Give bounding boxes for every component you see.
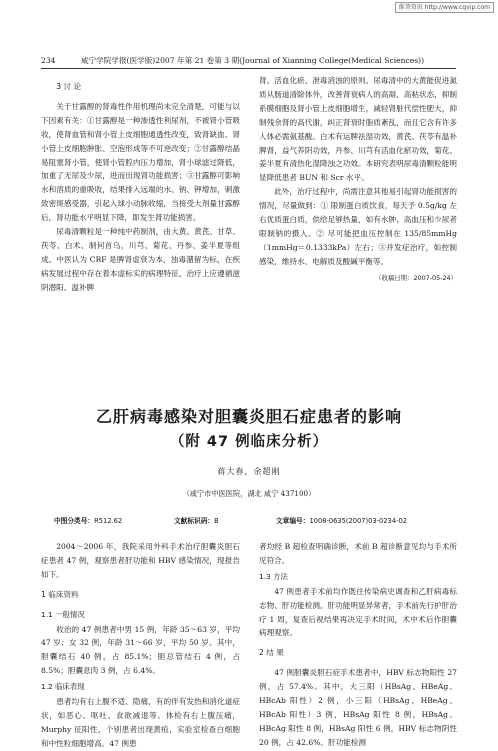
subsection-heading-general: 1.1 一般情况	[41, 609, 85, 619]
section-heading-results: 2 结 果	[259, 648, 284, 658]
discussion-paragraph-2: 尿毒清颗粒是一种纯中药制剂，由大黄、黄芪、甘草、茯苓、白术、制何首乌、川芎、菊花、丹参、姜半夏等组成。中医认为 CRF 是脾肾虚衰为本，浊毒潴留为标，在疾病发展过程中存在着本虚标实的病理特征，治疗上应遵循滋阴潜阳、温补脾	[41, 227, 240, 292]
top-right-column	[259, 74, 457, 286]
section-heading-discussion: 3 讨 论	[56, 82, 82, 91]
method-paragraph: 47 例患者手术前均作既往传染病史调查和乙肝病毒标志物、肝功能检测。肝功能明显异常者，手术前先行护肝治疗 1 周，复查后视结果再决定手术时间，术中术后作胆囊病理观察。	[259, 586, 457, 638]
general-paragraph: 收治的 47 例患者中男 15 例，年龄 35～63 岁，平均 47 岁；女 32 例，年龄 31～66 岁，平均 50 岁。其中，胆囊结石 40 例，占 85.1%；胆总管结石 4 例，占 8.5%；胆囊息肉 3 例，占 6.4%。	[41, 624, 240, 676]
discussion-paragraph-1: 关于甘露醇的肾毒性作用机理尚未完全清楚，可能与以下因素有关：①甘露醇是一种渗透性利尿剂，不被肾小管吸收，使肾血管和肾小管上皮细胞通透性改变，致肾缺血、肾小管上皮细胞肿胀、空泡形成等不可逆改变；②甘露醇结晶易阻塞肾小管，使肾小管腔内压力增加，肾小球滤过降低，加重了无尿及少尿，进而出现肾功能损害；③甘露醇可影响水和溶质的重吸收，结果排入远端的水、钠、钾增加，刺激致密斑感受器，引起入球小动脉收缩，当接受大剂量甘露醇后，肾功能水平明显下降，即发生肾功能损害。	[41, 101, 240, 223]
journal-header-text: 咸宁学院学报(医学版)2007 年第 21 卷第 3 期(Journal of Xianning College(Medical Sciences))	[81, 56, 425, 65]
article-title: 乙肝病毒感染对胆囊炎胆石症患者的影响	[95, 407, 402, 426]
bottom-left-column	[41, 540, 240, 751]
running-header	[41, 54, 456, 69]
watermark-stamp: 维普资讯 http://www.cqvip.com	[395, 2, 494, 13]
subsection-heading-clinical-manifestation: 1.2 临床表现	[41, 682, 85, 692]
document-code: 文献标识码：B	[174, 517, 219, 525]
article-subtitle: （附 47 例临床分析）	[169, 434, 329, 450]
page-number: 234	[41, 56, 56, 65]
clinical-paragraph: 患者均有右上腹不适、隐痛，有的伴有发热和消化道症状，如恶心、呕吐、食欲减退等。体检有右上腹压痛，Murphy 征阳性，个别患者出现黄疸，实验室检查白细胞和中性粒细胞增高。47 例患	[41, 697, 240, 748]
discussion-paragraph-3: 肾、活血化瘀、泄毒消浊的原则。尿毒清中的大黄能促进氮质从肠道清除体外，改善肾衰病人的高凝、高粘状态，抑制系膜细胞及肾小管上皮细胞增生，减轻肾脏代偿性肥大，抑制残余肾的高代谢，纠正肾衰时脂质紊乱，而且它含有许多人体必需氨基酸。白术有运脾祛湿功效，黄芪、茯苓有温补脾肾，益气养阴功效，丹参、川芎有活血化瘀功效，菊花、姜半夏有清热化湿降浊之功效。本研究表明尿毒清颗粒能明显降低患者 BUN 和 Scr 水平。	[259, 76, 457, 183]
article-id: 文章编号：1008-0635(2007)03-0234-02	[276, 517, 407, 525]
clc-number: 中图分类号：R512.62	[54, 517, 123, 525]
article-affiliation: （咸宁市中医医院，湖北 咸宁 437100）	[182, 489, 316, 498]
article-authors: 蒋大春，余超刚	[217, 467, 281, 476]
discussion-paragraph-4: 此外，治疗过程中，尚需注意其他易引起肾功能损害的情况，尽量做到：① 限制蛋白质饮食，每天予 0.5g/kg 左右优质蛋白质，供给足够热量，如有水肿、高血压和少尿者限制钠的摄入。② 尽可能把血压控制在 135/85mmHg（1mmHg＝0.1333kPa）左右；③并发症治疗，如控制感染，维持水、电解质及酸碱平衡等。	[259, 187, 457, 266]
section-heading-clinical-data: 1 临床资料	[41, 589, 79, 599]
top-left-column	[41, 74, 240, 295]
subsection-heading-method: 1.3 方法	[259, 571, 288, 581]
clinical-paragraph-cont: 者均经 B 超检查明确诊断，术前 B 超诊断意见均与手术所见符合。	[259, 542, 457, 565]
results-paragraph: 47 例胆囊炎胆石症手术患者中，HBV 标志物阳性 27 例，占 57.4%。其中，大三阳（HBsAg、HBeAg、HBcAb 阳性）2 例，小三阳（HBsAg、HBeAg、HBcAb 阳性）3 例，HBsAg 阳性 8 例，HBsAg、HBcAg 阳性 8 例，HBsAg 阳性 6 例，HBV 标志物阴性 20 例，占 42.6%。肝功能检测	[259, 668, 457, 747]
bottom-right-column	[259, 540, 457, 750]
intro-paragraph: 2004～2006 年，我院采用外科手术治疗胆囊炎胆石症患者 47 例，观察患者肝功能和 HBV 感染情况，现报告如下。	[41, 542, 240, 579]
received-date: （收稿日期：2007-05-24）	[375, 273, 457, 282]
